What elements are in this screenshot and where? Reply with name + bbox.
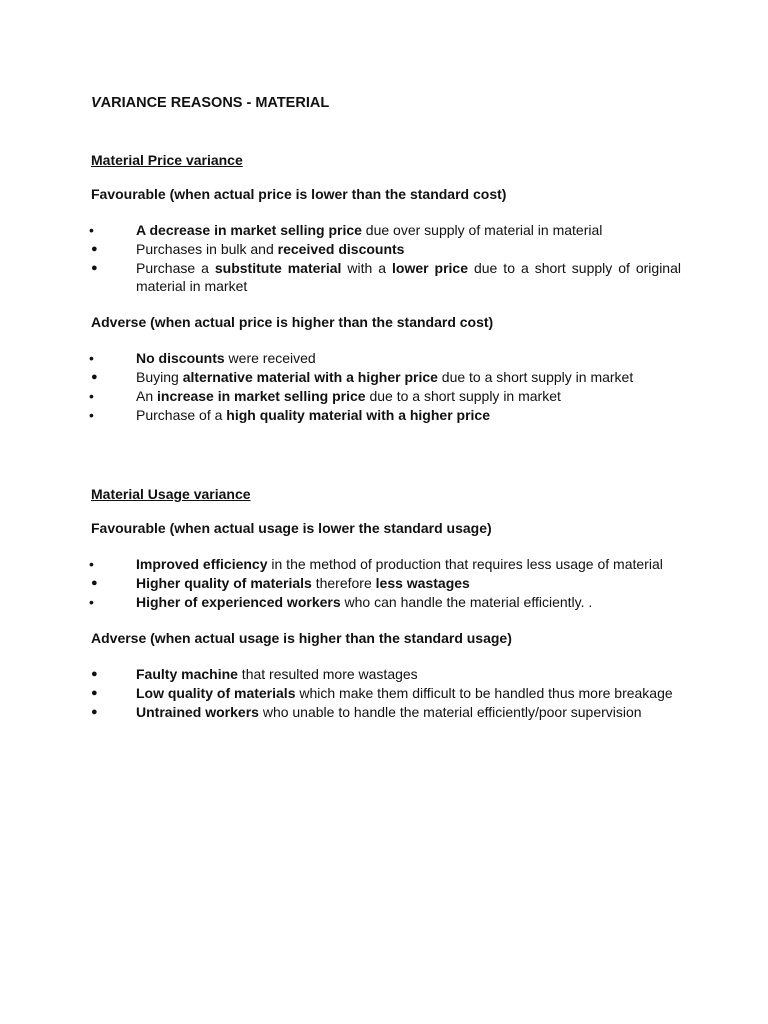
bold-text: less wastages [375,575,470,591]
bullet-list [91,349,681,424]
bullet-list [91,555,681,611]
list-item [91,349,681,367]
bold-text: Improved efficiency [136,556,268,572]
bold-text: No discounts [136,350,225,366]
group-subheading: Favourable (when actual price is lower than the standard cost) [91,186,507,202]
item-text: that resulted more wastages [237,666,418,682]
bold-text: Faulty machine [136,666,238,682]
item-text: due to a short supply in market [365,388,561,404]
list-item [91,574,681,592]
bold-text: lower price [392,260,469,276]
item-text: Purchases in bulk and [136,241,278,257]
group-subheading: Adverse (when actual price is higher than the standard cost) [91,314,494,330]
list-item [91,387,681,405]
item-text: which make them difficult to be handled thus more breakage [295,685,673,701]
section-heading: Material Usage variance [91,486,251,502]
bold-text: substitute material [214,260,342,276]
bullet-icon: • [89,594,94,610]
bullet-icon: • [89,222,94,238]
bold-text: Higher quality of materials [136,575,312,591]
bullet-icon: • [89,350,94,366]
title-rest: ARIANCE REASONS - MATERIAL [100,95,330,111]
list-item [91,406,681,424]
group-subheading: Favourable (when actual usage is lower the standard usage) [91,520,492,536]
bullet-icon: • [89,388,94,404]
item-text: therefore [311,575,376,591]
bold-text: Untrained workers [136,704,259,720]
item-text: An [136,388,158,404]
bold-text: high quality material with a higher price [226,407,490,423]
item-text: Buying [136,369,183,385]
bullet-icon: ● [91,668,98,680]
item-text: due to a short supply of original material in market [136,260,681,294]
bullet-list [91,221,681,295]
item-text: due to a short supply in market [437,369,634,385]
bullet-icon: ● [91,371,98,383]
item-text: were received [224,350,316,366]
document-page [91,94,681,739]
list-item [91,684,681,702]
list-item [91,555,681,573]
bold-text: increase in market selling price [157,388,366,404]
list-item [91,221,681,239]
item-text: in the method of production that requires less usage of material [267,556,663,572]
document-title [91,94,681,112]
bold-text: A decrease in market selling price [136,222,362,238]
item-text: due over supply of material in material [361,222,603,238]
bullet-icon: ● [91,687,98,699]
bullet-icon: • [89,556,94,572]
list-item [91,665,681,683]
item-text: Purchase of a [136,407,227,423]
bold-text: received discounts [277,241,405,257]
item-text: with a [341,260,393,276]
bullet-icon: ● [91,577,98,589]
title-prefix: V [91,95,101,111]
item-text: who unable to handle the material efficiently/poor supervision [258,704,642,720]
section-spacer [91,442,681,485]
list-item [91,703,681,721]
list-item [91,240,681,258]
section-heading: Material Price variance [91,152,243,168]
list-item [91,259,681,295]
bullet-icon: ● [91,262,98,274]
item-text: who can handle the material efficiently. . [340,594,593,610]
bullet-icon: ● [91,706,98,718]
bullet-icon: • [89,407,94,423]
item-text: Purchase a [136,260,215,276]
bold-text: Low quality of materials [136,685,296,701]
list-item [91,368,681,386]
list-item [91,593,681,611]
bold-text: Higher of experienced workers [136,594,341,610]
bold-text: alternative material with a higher price [182,369,438,385]
group-subheading: Adverse (when actual usage is higher than the standard usage) [91,630,512,646]
bullet-list [91,665,681,721]
bullet-icon: ● [91,243,98,255]
sections-container [91,151,681,721]
